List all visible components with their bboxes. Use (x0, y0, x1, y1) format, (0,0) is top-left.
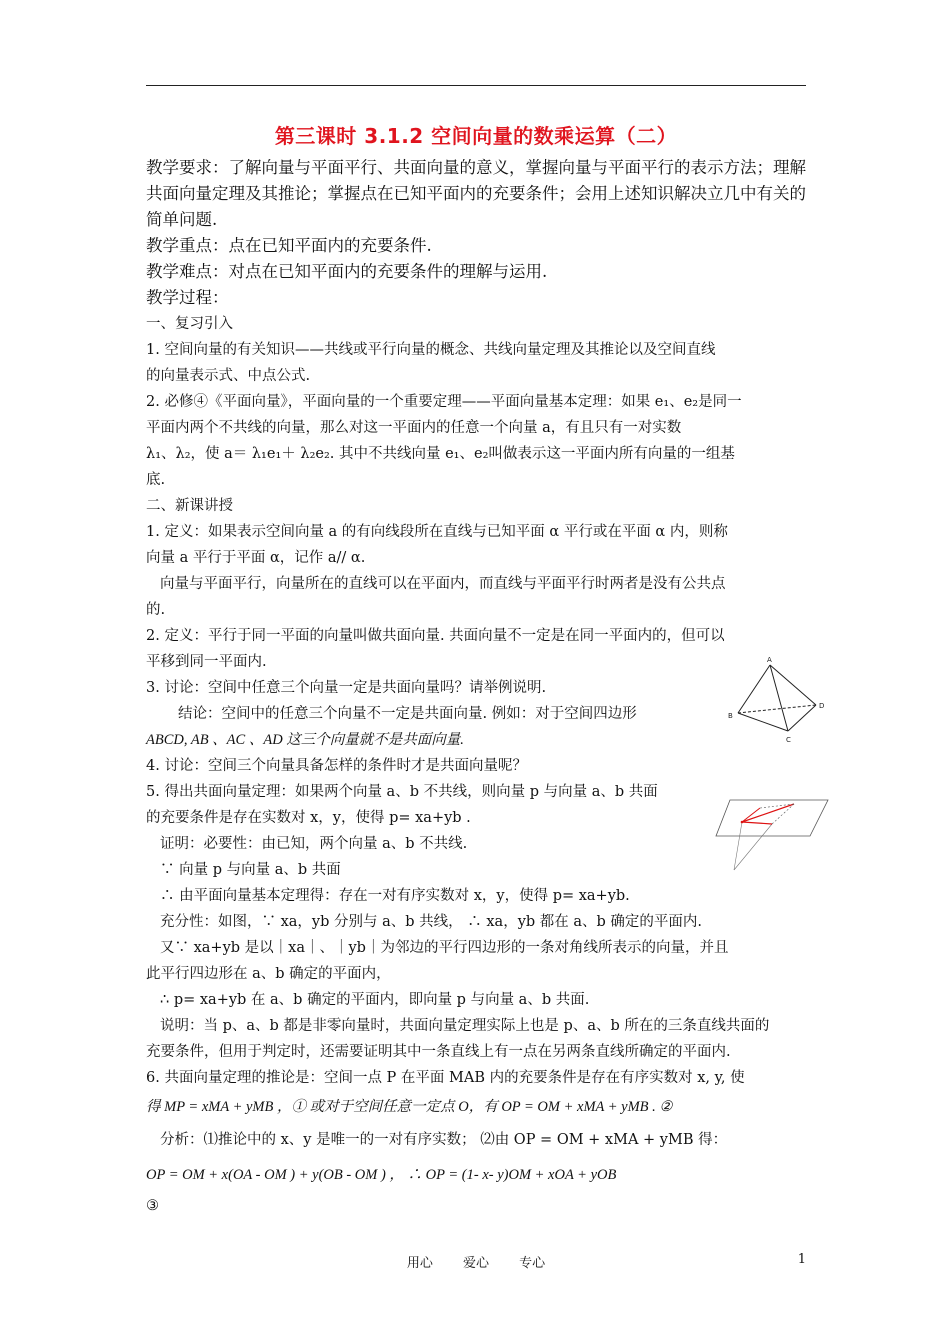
proof-line-4: 充分性：如图，∵ xa，yb 分别与 a、b 共线， ∴ xa，yb 都在 a、b 确定的平面内. (160, 914, 703, 930)
tetrahedron-figure (724, 655, 828, 745)
guide-line-left (734, 822, 742, 870)
teaching-process-heading: 教学过程： (146, 288, 229, 307)
parallel-edge-2 (772, 804, 794, 824)
vector-p (742, 804, 794, 822)
vertex-label-a: A (767, 656, 772, 664)
footer-slogan: 用心 爱心 专心 (406, 1256, 546, 1271)
plane-parallelogram (716, 800, 828, 836)
edge-ab (738, 665, 770, 713)
review-item-2-end: 底. (146, 472, 166, 488)
lesson-body (146, 155, 808, 1219)
teaching-requirements: 教学要求：了解向量与平面平行、共面向量的意义，掌握向量与平面平行的表示方法；理解 (146, 158, 806, 177)
review-item-2-cont: 平面内两个不共线的向量，那么对这一平面内的任意一个向量 a，有且只有一对实数 (146, 420, 682, 436)
definition-2: 2. 定义：平行于同一平面的向量叫做共面向量. 共面向量不一定是在同一平面内的，但可以 (146, 628, 725, 644)
note-line-1: 说明：当 p、a、b 都是非零向量时，共面向量定理实际上也是 p、a、b 所在的三条直线共面的 (160, 1018, 770, 1034)
discussion-3-conclusion: 结论：空间中的任意三个向量不一定是共面向量. 例如：对于空间四边形 (178, 706, 637, 722)
definition-1-remark: 向量与平面平行，向量所在的直线可以在平面内，而直线与平面平行时两者是没有公共点 (160, 576, 726, 592)
header-rule (146, 85, 806, 86)
vertex-label-c: C (786, 736, 791, 744)
review-item-2-cont: λ₁、λ₂，使 a＝ λ₁e₁＋ λ₂e₂. 其中不共线向量 e₁、e₂叫做表示这一平面内所有向量的一组基 (146, 446, 735, 462)
section-heading-review: 一、复习引入 (146, 316, 233, 332)
proof-line-6: 此平行四边形在 a、b 确定的平面内， (146, 966, 391, 982)
definition-1-cont: 向量 a 平行于平面 α，记作 a// α. (146, 550, 366, 566)
review-item-2: 2. 必修④《平面向量》，平面向量的一个重要定理——平面向量基本定理：如果 e₁、e₂是同一 (146, 394, 742, 410)
discussion-3: 3. 讨论：空间中任意三个向量一定是共面向量吗？请举例说明. (146, 680, 547, 696)
edge-cd (788, 705, 816, 731)
teaching-requirements-end: 简单问题. (146, 210, 218, 229)
proof-line-2: ∵ 向量 p 与向量 a、b 共面 (160, 862, 341, 878)
corollary-6: 6. 共面向量定理的推论是：空间一点 P 在平面 MAB 内的充要条件是存在有序实数对 x, y, 使 (146, 1070, 745, 1086)
proof-line-1: 证明：必要性：由已知，两个向量 a、b 不共线. (160, 836, 468, 852)
edge-ad (770, 665, 816, 705)
theorem-5-cont: 的充要条件是存在实数对 x，y，使得 p= xa+yb . (146, 810, 471, 826)
vector-yb (742, 808, 760, 822)
edge-bc (738, 713, 788, 731)
teaching-requirements-cont: 共面向量定理及其推论；掌握点在已知平面内的充要条件；会用上述知识解决立几中有关的 (146, 184, 806, 203)
proof-line-3: ∴ 由平面向量基本定理得：存在一对有序实数对 x，y，使得 p= xa+yb. (160, 888, 630, 904)
analysis-line-3: ③ (146, 1198, 159, 1214)
edge-bd-hidden (738, 705, 816, 713)
theorem-5: 5. 得出共面向量定理：如果两个向量 a、b 不共线，则向量 p 与向量 a、b 共面 (146, 784, 658, 800)
section-heading-new: 二、新课讲授 (146, 498, 233, 514)
guide-line-right (734, 824, 772, 870)
note-line-2: 充要条件，但用于判定时，还需要证明其中一条直线上有一点在另两条直线所确定的平面内. (146, 1044, 731, 1060)
review-item-1: 1. 空间向量的有关知识——共线或平行向量的概念、共线向量定理及其推论以及空间直线 (146, 342, 716, 358)
proof-line-7: ∴ p= xa+yb 在 a、b 确定的平面内，即向量 p 与向量 a、b 共面. (160, 992, 590, 1008)
vector-xa (742, 822, 772, 824)
analysis-line-2: OP = OM + x(OA - OM ) + y(OB - OM ) ， ∴ OP = (1- x- y)OM + xOA + yOB (146, 1167, 617, 1183)
analysis-line-1: 分析：⑴推论中的 x、y 是唯一的一对有序实数； ⑵由 OP = OM + xMA + yMB 得： (160, 1132, 728, 1148)
page-number: 1 (797, 1252, 806, 1267)
coplanar-vectors-figure (712, 790, 834, 874)
corollary-6-formula: 得 MP = xMA + yMB ，① 或对于空间任意一定点 O，有 OP = OM + xMA + yMB . ② (146, 1099, 673, 1115)
page-title: 第三课时 3.1.2 空间向量的数乘运算（二） (274, 124, 678, 148)
origin-point (741, 821, 744, 824)
teaching-key-point: 教学重点：点在已知平面内的充要条件. (146, 236, 432, 255)
definition-2-cont: 平移到同一平面内. (146, 654, 267, 670)
teaching-difficulty: 教学难点：对点在已知平面内的充要条件的理解与运用. (146, 262, 548, 281)
proof-line-5: 又∵ xa+yb 是以｜xa｜、｜yb｜为邻边的平行四边形的一条对角线所表示的向量，并且 (160, 940, 729, 956)
discussion-3-example: ABCD, AB 、AC 、AD 这三个向量就不是共面向量. (146, 732, 464, 748)
discussion-4: 4. 讨论：空间三个向量具备怎样的条件时才是共面向量呢？ (146, 758, 527, 774)
review-item-1-cont: 的向量表示式、中点公式. (146, 368, 311, 384)
definition-1: 1. 定义：如果表示空间向量 a 的有向线段所在直线与已知平面 α 平行或在平面 α 内，则称 (146, 524, 728, 540)
vertex-label-d: D (819, 702, 825, 710)
definition-1-remark-end: 的. (146, 602, 166, 618)
vertex-label-b: B (728, 712, 733, 720)
edge-ac (770, 665, 788, 731)
